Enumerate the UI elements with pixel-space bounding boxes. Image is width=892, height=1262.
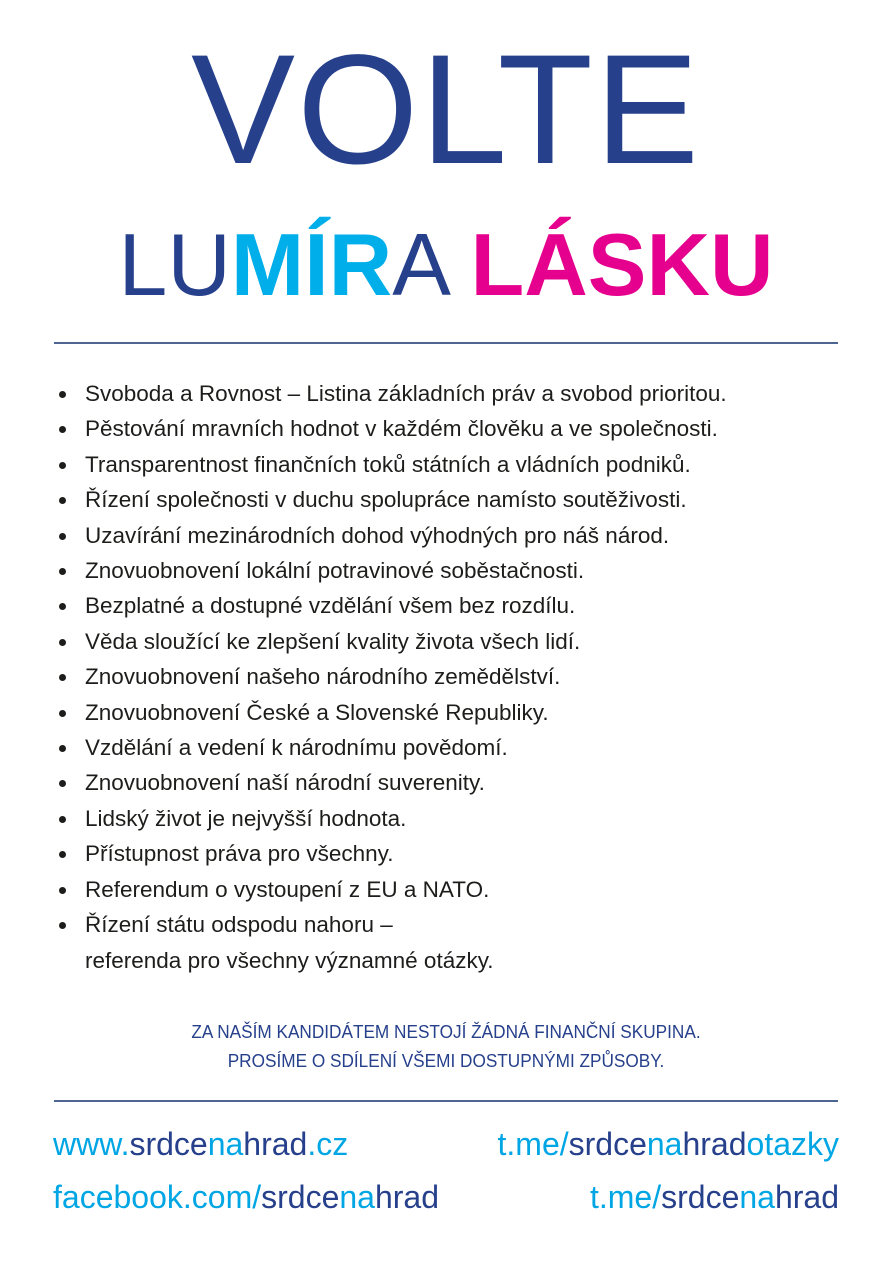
- headline-volte: VOLTE: [191, 23, 701, 197]
- list-item: Znovuobnovení lokální potravinové soběstačnosti.: [56, 553, 856, 588]
- name-part-lu: LU: [118, 215, 231, 314]
- list-item: Věda sloužící ke zlepšení kvality života všech lidí.: [56, 624, 856, 659]
- funding-note-line2: PROSÍME O SDÍLENÍ VŠEMI DOSTUPNÝMI ZPŮSOBY.: [227, 1050, 665, 1071]
- list-item: Pěstování mravních hodnot v každém člověku a ve společnosti.: [56, 411, 856, 446]
- program-points-list: [56, 376, 856, 978]
- bullet-icon: [59, 816, 66, 823]
- list-item: Lidský život je nejvyšší hodnota.: [56, 801, 856, 836]
- list-item: Uzavírání mezinárodních dohod výhodných pro náš národ.: [56, 518, 856, 553]
- list-item: Vzdělání a vedení k národnímu povědomí.: [56, 730, 856, 765]
- bullet-icon: [59, 745, 66, 752]
- bullet-icon: [59, 674, 66, 681]
- divider-top: [54, 342, 838, 344]
- name-part-mir: MÍR: [230, 215, 393, 314]
- website-link[interactable]: www.srdcenahrad.cz: [53, 1126, 349, 1162]
- list-item: Znovuobnovení České a Slovenské Republiky.: [56, 695, 856, 730]
- bullet-icon: [59, 922, 66, 929]
- bullet-icon: [59, 603, 66, 610]
- funding-note-line1: ZA NAŠÍM KANDIDÁTEM NESTOJÍ ŽÁDNÁ FINANČNÍ SKUPINA.: [191, 1021, 701, 1042]
- funding-note: [31, 1017, 861, 1075]
- list-item: Bezplatné a dostupné vzdělání všem bez rozdílu.: [56, 588, 856, 623]
- list-item: Znovuobnovení našeho národního zemědělství.: [56, 659, 856, 694]
- name-part-lasku: LÁSKU: [470, 215, 774, 314]
- divider-bottom: [54, 1100, 838, 1102]
- list-item: Přístupnost práva pro všechny.: [56, 836, 856, 871]
- telegram-questions-link[interactable]: t.me/srdcenahradotazky: [497, 1126, 839, 1162]
- bullet-icon: [59, 426, 66, 433]
- bullet-icon: [59, 639, 66, 646]
- list-item: Svoboda a Rovnost – Listina základních práv a svobod prioritou.: [56, 376, 856, 411]
- bullet-icon: [59, 391, 66, 398]
- bullet-icon: [59, 851, 66, 858]
- list-item-continuation: referenda pro všechny významné otázky.: [85, 947, 494, 973]
- list-item: Řízení státu odspodu nahoru – referenda pro všechny významné otázky.: [56, 907, 856, 978]
- list-item: Transparentnost finančních toků státních a vládních podniků.: [56, 447, 856, 482]
- list-item: Znovuobnovení naší národní suverenity.: [56, 765, 856, 800]
- bullet-icon: [59, 497, 66, 504]
- candidate-name: [0, 215, 892, 315]
- bullet-icon: [59, 887, 66, 894]
- list-item: Řízení společnosti v duchu spolupráce namísto soutěživosti.: [56, 482, 856, 517]
- bullet-icon: [59, 568, 66, 575]
- facebook-link[interactable]: facebook.com/srdcenahrad: [53, 1179, 439, 1215]
- list-item: Referendum o vystoupení z EU a NATO.: [56, 872, 856, 907]
- telegram-link[interactable]: t.me/srdcenahrad: [589, 1179, 839, 1215]
- bullet-icon: [59, 462, 66, 469]
- bullet-icon: [59, 533, 66, 540]
- bullet-icon: [59, 780, 66, 787]
- bullet-icon: [59, 710, 66, 717]
- name-part-a: A: [392, 215, 447, 314]
